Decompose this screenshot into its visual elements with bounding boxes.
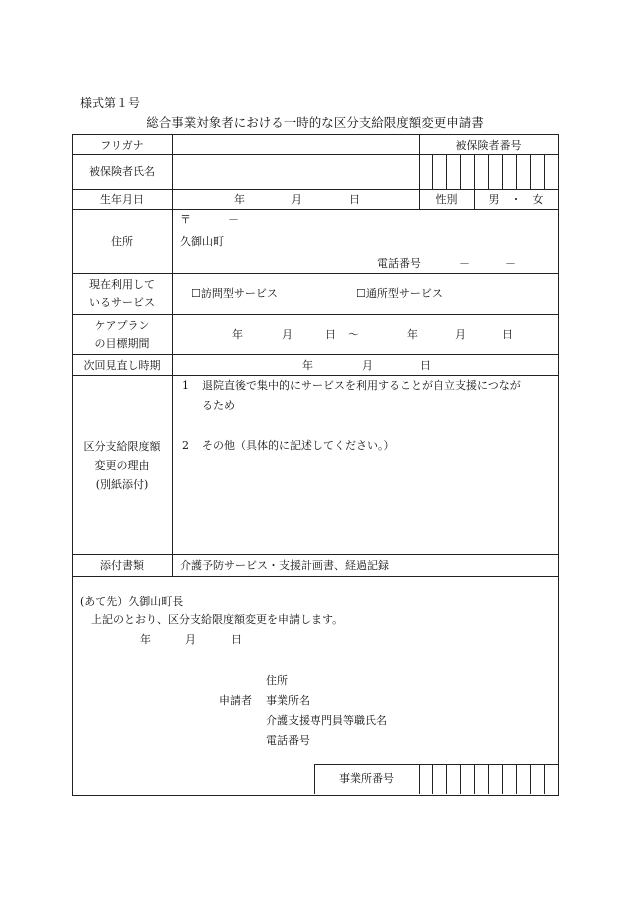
reason2-text: その他（具体的に記述してください。） xyxy=(202,439,395,452)
insured-number-cells[interactable] xyxy=(419,155,558,189)
review-year: 年 xyxy=(302,359,313,372)
addressee: (あて先）久御山町長 xyxy=(80,595,184,608)
applicant-care-manager: 介護支援専門員等職氏名 xyxy=(266,714,387,727)
insured-name-label: 被保険者氏名 xyxy=(89,165,155,178)
reason1-number: 1 xyxy=(182,379,189,392)
birth-month: 月 xyxy=(291,193,302,206)
applicant-label: 申請者 xyxy=(219,694,252,707)
phone-label: 電話番号 xyxy=(377,257,421,270)
plan-start-month: 月 xyxy=(282,328,293,341)
apply-month: 月 xyxy=(185,633,196,646)
birthdate-label: 生年月日 xyxy=(100,193,144,206)
reason-label-2: 変更の理由 xyxy=(94,459,150,472)
insured-number-label: 被保険者番号 xyxy=(455,139,522,152)
birth-year: 年 xyxy=(234,193,245,206)
attachments-label: 添付書類 xyxy=(100,559,144,572)
apply-day: 日 xyxy=(231,633,242,646)
applicant-address: 住所 xyxy=(266,674,288,687)
plan-start-day: 日 xyxy=(325,328,336,341)
form-number: 様式第１号 xyxy=(80,96,141,110)
plan-end-day: 日 xyxy=(502,328,513,341)
next-review-label: 次回見直し時期 xyxy=(83,359,161,372)
form-title: 総合事業対象者における一時的な区分支給限度額変更申請書 xyxy=(146,115,484,130)
current-service-label-2: いるサービス xyxy=(89,296,155,309)
address-town: 久御山町 xyxy=(180,235,224,248)
address-label: 住所 xyxy=(111,235,133,248)
review-month: 月 xyxy=(362,359,373,372)
reason1-text-1: 退院直後で集中的にサービスを利用することが自立支援につなが xyxy=(202,379,521,392)
applicant-phone: 電話番号 xyxy=(266,734,310,747)
applicant-office: 事業所名 xyxy=(266,694,310,707)
reason-label-1: 区分支給限度額 xyxy=(83,440,161,453)
plan-end-year: 年 xyxy=(407,328,418,341)
office-number-cells[interactable] xyxy=(419,765,558,794)
period-tilde: ～ xyxy=(348,328,359,341)
plan-start-year: 年 xyxy=(232,328,243,341)
plan-end-month: 月 xyxy=(455,328,466,341)
phone-dash-2: － xyxy=(505,257,516,270)
reason2-number: 2 xyxy=(182,439,189,452)
gender-label: 性別 xyxy=(435,193,458,206)
apply-year: 年 xyxy=(140,633,151,646)
phone-dash-1: － xyxy=(459,257,470,270)
statement: 上記のとおり、区分支給限度額変更を申請します。 xyxy=(91,613,344,626)
office-number-label: 事業所番号 xyxy=(339,772,394,785)
current-service-label-1: 現在利用して xyxy=(89,278,155,291)
service-visit-checkbox[interactable]: ☐訪問型サービス xyxy=(191,287,278,300)
postal-mark: 〒 xyxy=(180,213,191,226)
postal-dash: － xyxy=(228,213,239,226)
attachments-value: 介護予防サービス・支援計画書、経過記録 xyxy=(180,559,389,572)
birth-day: 日 xyxy=(349,193,360,206)
gender-options[interactable]: 男 ・ 女 xyxy=(488,193,544,206)
reason-label-3: (別紙添付) xyxy=(95,478,149,491)
service-day-checkbox[interactable]: ☐通所型サービス xyxy=(356,287,443,300)
reason1-text-2: るため xyxy=(202,399,235,412)
care-plan-label-2: の目標期間 xyxy=(94,337,150,350)
review-day: 日 xyxy=(420,359,431,372)
furigana-label: フリガナ xyxy=(100,139,144,152)
care-plan-label-1: ケアプラン xyxy=(94,319,150,332)
